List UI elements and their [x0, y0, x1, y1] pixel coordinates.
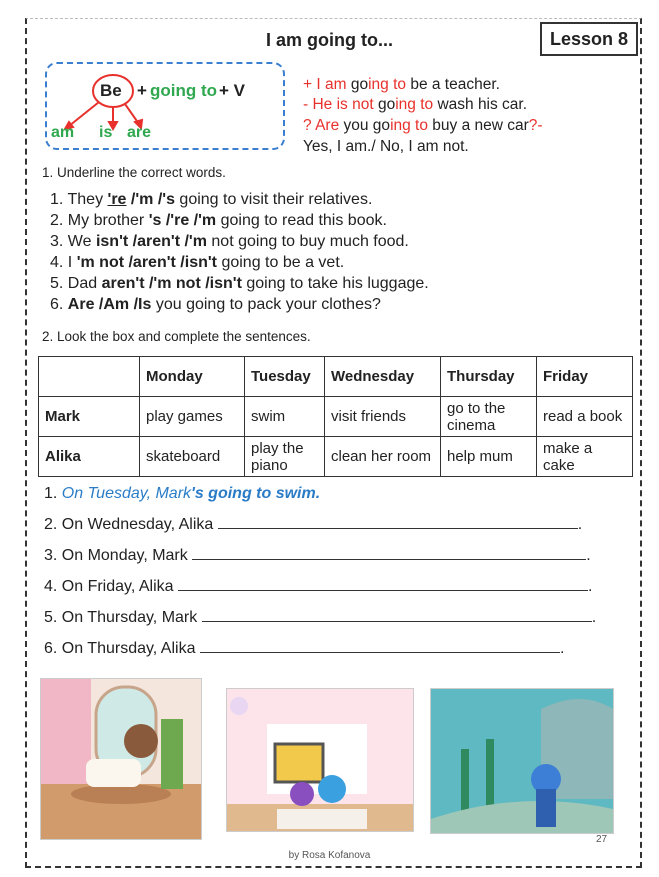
- sentence-item: 5. On Thursday, Mark .: [44, 609, 597, 626]
- be-word: Be: [100, 81, 122, 100]
- answer-blank[interactable]: [192, 547, 586, 560]
- form-is: is: [99, 124, 113, 141]
- page-title: I am going to...: [266, 30, 393, 50]
- form-are: are: [127, 124, 152, 141]
- sentence-item: 6. On Thursday, Alika .: [44, 640, 565, 657]
- plus-sign: +: [137, 81, 147, 100]
- piano-room-picture: [40, 678, 202, 840]
- exercise1-heading: 1. Underline the correct words.: [42, 165, 226, 180]
- example-negative: - He is not going to wash his car.: [303, 96, 528, 113]
- formula-arrows: [47, 64, 283, 148]
- sentence-item: 2. On Wednesday, Alika .: [44, 516, 583, 533]
- sentence-item: 3. On Monday, Mark .: [44, 547, 591, 564]
- answer-blank[interactable]: [200, 640, 560, 653]
- exercise1-item: 4. I 'm not /aren't /isn't going to be a vet.: [50, 254, 345, 271]
- going-to-word: going to: [150, 81, 218, 100]
- table-row: Mark play games swim visit friends go to the cinema read a book: [39, 397, 633, 437]
- table-row: Alika skateboard play the piano clean her room help mum make a cake: [39, 437, 633, 477]
- exercise1-item: 1. They 're /'m /'s going to visit their relatives.: [50, 191, 373, 208]
- example-positive: + I am going to be a teacher.: [303, 76, 500, 93]
- answer-blank[interactable]: [178, 578, 588, 591]
- answer-blank[interactable]: [202, 609, 592, 622]
- lesson-label: Lesson 8: [540, 22, 638, 56]
- exercise1-item: 5. Dad aren't /'m not /isn't going to take his luggage.: [50, 275, 429, 292]
- table-header-row: Monday Tuesday Wednesday Thursday Friday: [39, 357, 633, 397]
- plus-verb: + V: [219, 81, 245, 100]
- form-am: am: [51, 124, 75, 141]
- grammar-formula-box: [45, 62, 285, 150]
- underwater-picture: [430, 688, 614, 834]
- example-question: ? Are you going to buy a new car?-: [303, 117, 543, 134]
- exercise1-item: 6. Are /Am /Is you going to pack your clothes?: [50, 296, 381, 313]
- schedule-table: [38, 356, 633, 477]
- exercise1-item: 3. We isn't /aren't /'m not going to buy much food.: [50, 233, 409, 250]
- bedroom-picture: [226, 688, 414, 832]
- page-number: 27: [596, 834, 608, 845]
- answer-blank[interactable]: [218, 516, 578, 529]
- example-sentence: 1. On Tuesday, Mark's going to swim.: [44, 485, 321, 502]
- exercise1-item: 2. My brother 's /'re /'m going to read this book.: [50, 212, 387, 229]
- exercise2-heading: 2. Look the box and complete the sentences.: [42, 329, 311, 344]
- example-answer: Yes, I am./ No, I am not.: [303, 138, 469, 155]
- footer-credit: by Rosa Kofanova: [288, 850, 371, 861]
- sentence-item: 4. On Friday, Alika .: [44, 578, 593, 595]
